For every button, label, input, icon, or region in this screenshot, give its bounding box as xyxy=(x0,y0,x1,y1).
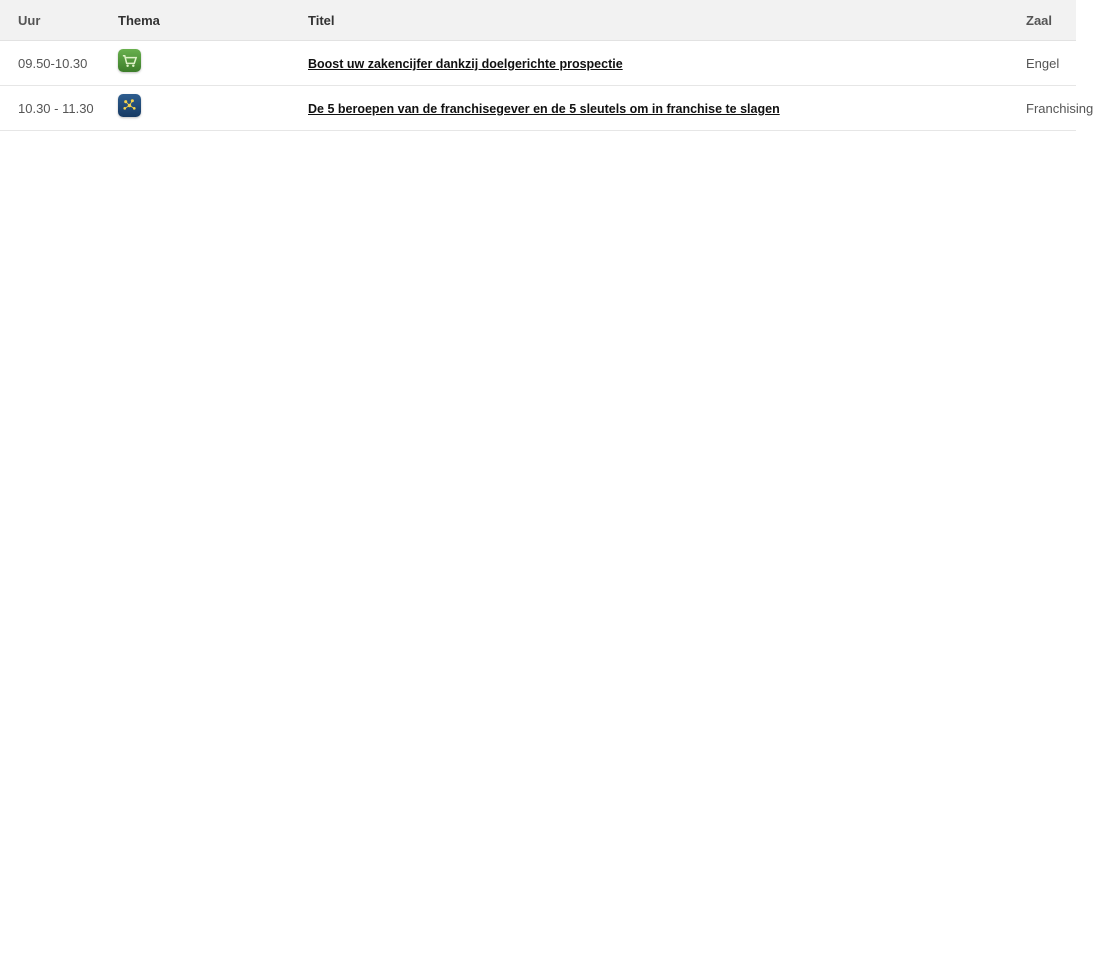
session-time: 09.50-10.30 xyxy=(18,56,88,71)
room-cell xyxy=(1026,41,1076,86)
column-header-title: Titel xyxy=(290,0,1026,41)
session-room: Franchising xyxy=(1026,101,1093,116)
theme-icons xyxy=(118,86,290,117)
column-header-time: Uur xyxy=(0,0,118,41)
session-title-link[interactable]: Boost uw zakencijfer dankzij doelgerichte prospectie xyxy=(308,57,623,71)
title-wrap xyxy=(290,41,1026,72)
cart-icon xyxy=(118,49,141,72)
theme-cell xyxy=(118,86,290,131)
franchise-icon xyxy=(118,94,141,117)
schedule-table xyxy=(0,0,1093,131)
table-row xyxy=(0,86,1076,131)
session-time: 10.30 - 11.30 xyxy=(18,101,94,116)
program-schedule xyxy=(0,0,1093,131)
column-header-theme: Thema xyxy=(118,0,290,41)
table-row xyxy=(0,41,1076,86)
column-header-room: Zaal xyxy=(1026,0,1076,41)
title-cell xyxy=(290,41,1026,86)
room-cell xyxy=(1026,86,1093,131)
schedule-rows xyxy=(0,41,1093,131)
session-title-link[interactable]: De 5 beroepen van de franchisegever en de 5 sleutels om in franchise te slagen xyxy=(308,102,780,116)
title-wrap xyxy=(290,86,1026,117)
title-cell xyxy=(290,86,1026,131)
table-header-row xyxy=(0,0,1076,41)
theme-icons xyxy=(118,41,290,72)
time-cell xyxy=(0,86,118,131)
theme-cell xyxy=(118,41,290,86)
session-room: Engel xyxy=(1026,56,1060,71)
time-cell xyxy=(0,41,118,86)
